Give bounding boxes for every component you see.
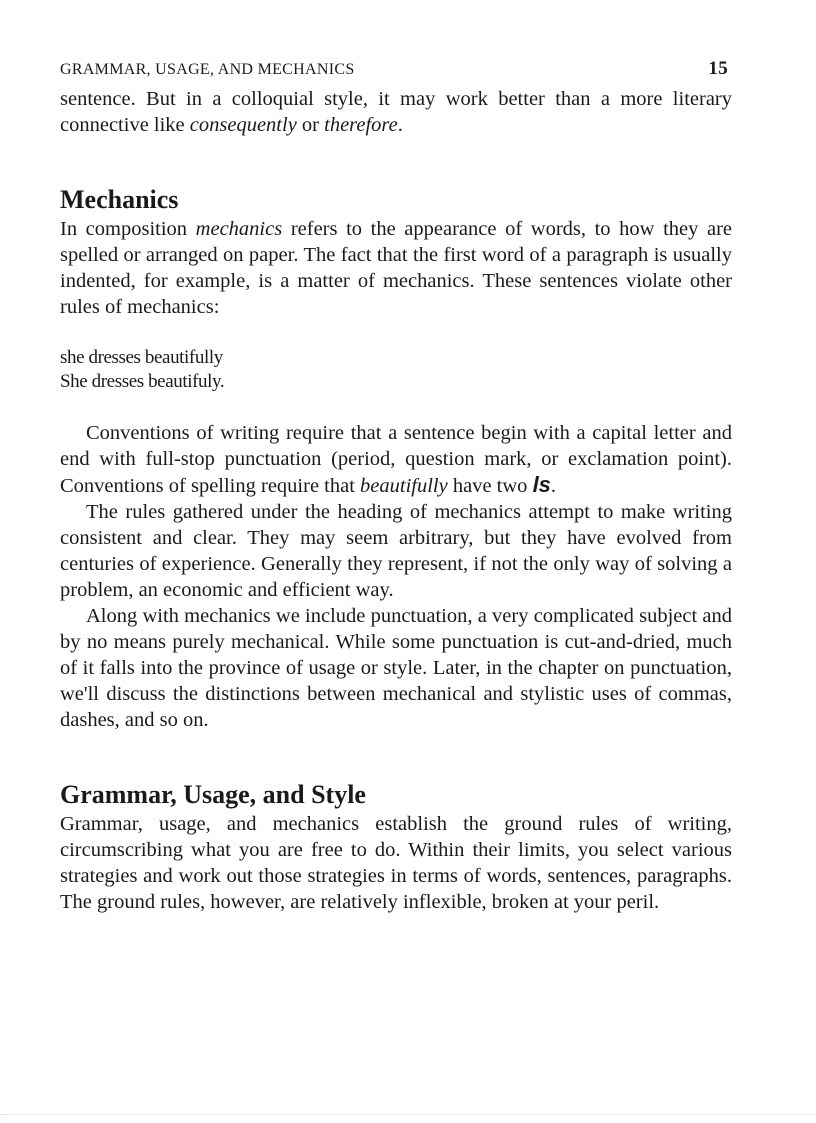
mechanics-paragraph-2: Conventions of writing require that a sentence begin with a capital letter and end with full-stop punctuation (period, question mark, or exclamation point). Conventions of spelling require that beautifully have two ls. [60, 422, 732, 497]
emphasis-consequently: consequently [189, 114, 297, 136]
emphasis-mechanics: mechanics [195, 218, 283, 240]
grammar-paragraph-1: Grammar, usage, and mechanics establish the ground rules of writing, circumscribing what you are free to do. Within their limits, you select various strategies and work out those strategies in terms of words, sentences, paragraphs. The ground rules, however, are relatively inflexible, broken at your peril. [60, 813, 732, 913]
emphasis-therefore: therefore [324, 114, 398, 136]
emphasis-beautifully: beautifully [360, 475, 448, 497]
running-title: GRAMMAR, USAGE, AND MECHANICS [60, 61, 355, 78]
example-sentence-1: she dresses beautifully [60, 347, 223, 368]
running-head [60, 58, 732, 86]
heading-mechanics: Mechanics [60, 185, 179, 214]
example-sentence-2: She dresses beautifuly. [60, 371, 225, 392]
mechanics-paragraph-3: The rules gathered under the heading of mechanics attempt to make writing consistent and clear. They may seem arbitrary, but they have evolved from centuries of experience. Generally they represent, if not the only way of solving a problem, an economic and efficient way. [60, 501, 732, 601]
example-sentences [60, 346, 732, 394]
book-page [60, 58, 732, 915]
heading-grammar-usage-style: Grammar, Usage, and Style [60, 780, 366, 809]
page-number: 15 [708, 58, 728, 79]
page-bottom-edge [0, 1114, 816, 1115]
intro-paragraph: sentence. But in a colloquial style, it may work better than a more literary connective like consequently or therefore. [60, 88, 732, 136]
mechanics-paragraph-1: In composition mechanics refers to the appearance of words, to how they are spelled or arranged on paper. The fact that the first word of a paragraph is usually indented, for example, is a matter of mechanics. These sentences violate other rules of mechanics: [60, 218, 733, 318]
emphasis-ls: ls [532, 472, 551, 497]
mechanics-paragraph-4: Along with mechanics we include punctuation, a very complicated subject and by no means purely mechanical. While some punctuation is cut-and-dried, much of it falls into the province of usage or style. Later, in the chapter on punctuation, we'll discuss the distinctions between mechanical and stylistic uses of commas, dashes, and so on. [60, 605, 732, 731]
